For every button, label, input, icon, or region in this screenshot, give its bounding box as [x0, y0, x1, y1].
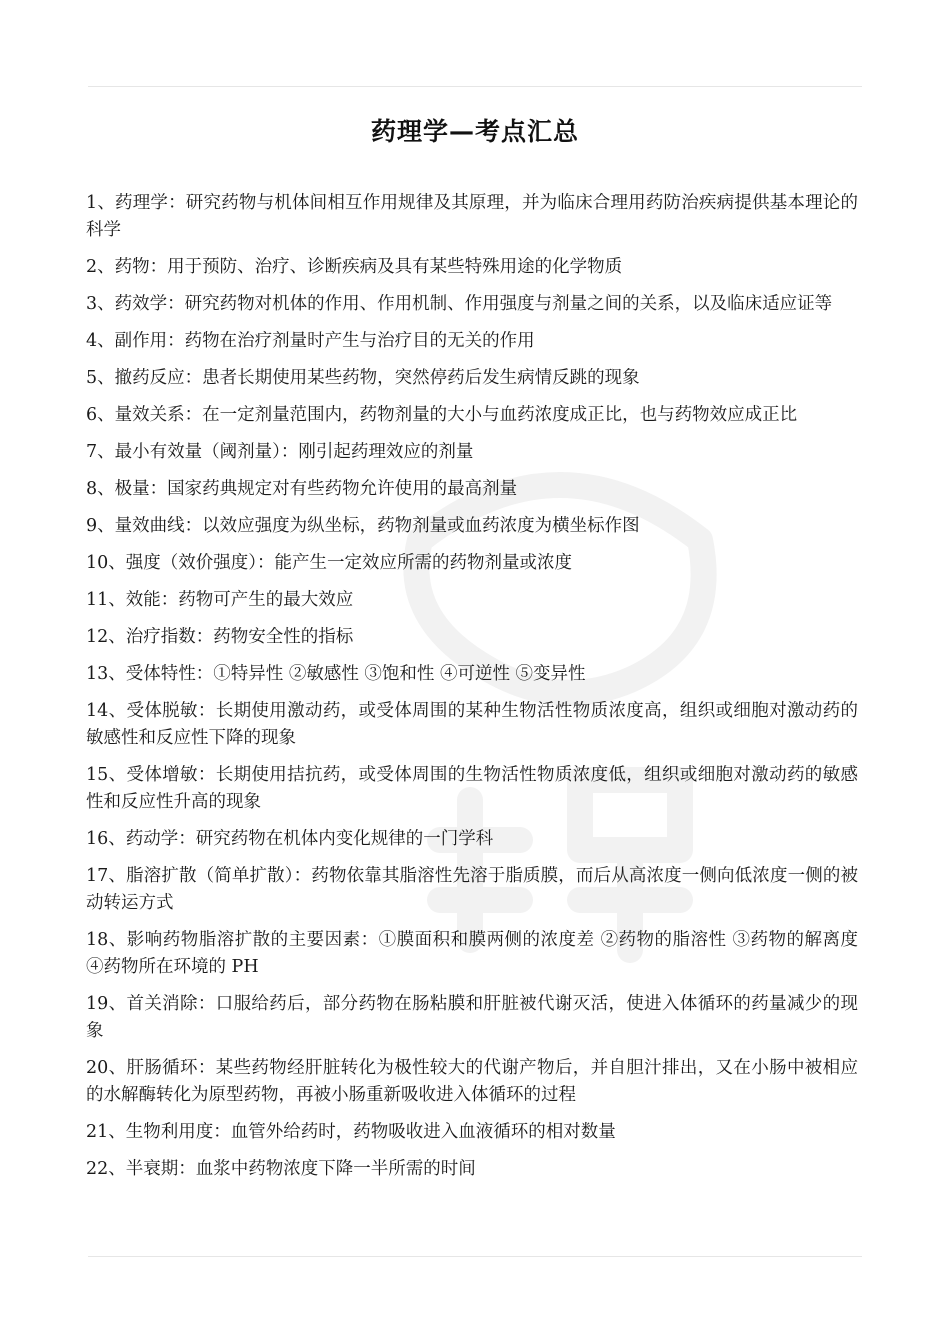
list-item: 14、受体脱敏：长期使用激动药，或受体周围的某种生物活性物质浓度高，组织或细胞对激动药的敏感性和反应性下降的现象 [86, 701, 858, 748]
list-item: 11、效能：药物可产生的最大效应 [86, 590, 354, 610]
list-item: 10、强度（效价强度）：能产生一定效应所需的药物剂量或浓度 [86, 553, 573, 573]
list-item: 12、治疗指数：药物安全性的指标 [86, 627, 354, 647]
header-rule [88, 86, 862, 87]
document-title: 药理学—考点汇总 [370, 117, 579, 146]
list-item: 9、量效曲线：以效应强度为纵坐标，药物剂量或血药浓度为横坐标作图 [86, 516, 640, 536]
list-item: 19、首关消除：口服给药后，部分药物在肠粘膜和肝脏被代谢灭活，使进入体循环的药量减少的现象 [86, 994, 858, 1041]
list-item: 6、量效关系：在一定剂量范围内，药物剂量的大小与血药浓度成正比，也与药物效应成正比 [86, 405, 798, 425]
list-item: 18、影响药物脂溶扩散的主要因素：①膜面积和膜两侧的浓度差 ②药物的脂溶性 ③药物的解离度 ④药物所在环境的 PH [86, 930, 858, 977]
list-item: 22、半衰期：血浆中药物浓度下降一半所需的时间 [86, 1159, 476, 1179]
list-item: 2、药物：用于预防、治疗、诊断疾病及具有某些特殊用途的化学物质 [86, 257, 623, 277]
list-item: 15、受体增敏：长期使用拮抗药，或受体周围的生物活性物质浓度低，组织或细胞对激动药的敏感性和反应性升高的现象 [86, 765, 858, 812]
list-item: 17、脂溶扩散（简单扩散）：药物依靠其脂溶性先溶于脂质膜，而后从高浓度一侧向低浓度一侧的被动转运方式 [86, 866, 858, 913]
list-item: 5、撤药反应：患者长期使用某些药物，突然停药后发生病情反跳的现象 [86, 368, 640, 388]
list-item: 8、极量：国家药典规定对有些药物允许使用的最高剂量 [86, 479, 518, 499]
footer-rule [88, 1256, 862, 1257]
list-item: 13、受体特性：①特异性 ②敏感性 ③饱和性 ④可逆性 ⑤变异性 [86, 664, 586, 684]
list-item: 4、副作用：药物在治疗剂量时产生与治疗目的无关的作用 [86, 331, 535, 351]
list-item: 16、药动学：研究药物在机体内变化规律的一门学科 [86, 829, 494, 849]
list-item: 1、药理学：研究药物与机体间相互作用规律及其原理，并为临床合理用药防治疾病提供基本理论的科学 [86, 193, 858, 240]
list-item: 3、药效学：研究药物对机体的作用、作用机制、作用强度与剂量之间的关系，以及临床适应证等 [86, 294, 833, 314]
list-item: 7、最小有效量（阈剂量）：刚引起药理效应的剂量 [86, 442, 474, 462]
list-item: 20、肝肠循环：某些药物经肝脏转化为极性较大的代谢产物后，并自胆汁排出，又在小肠中被相应的水解酶转化为原型药物，再被小肠重新吸收进入体循环的过程 [86, 1058, 858, 1105]
term-list [86, 190, 858, 1193]
list-item: 21、生物利用度：血管外给药时，药物吸收进入血液循环的相对数量 [86, 1122, 616, 1142]
